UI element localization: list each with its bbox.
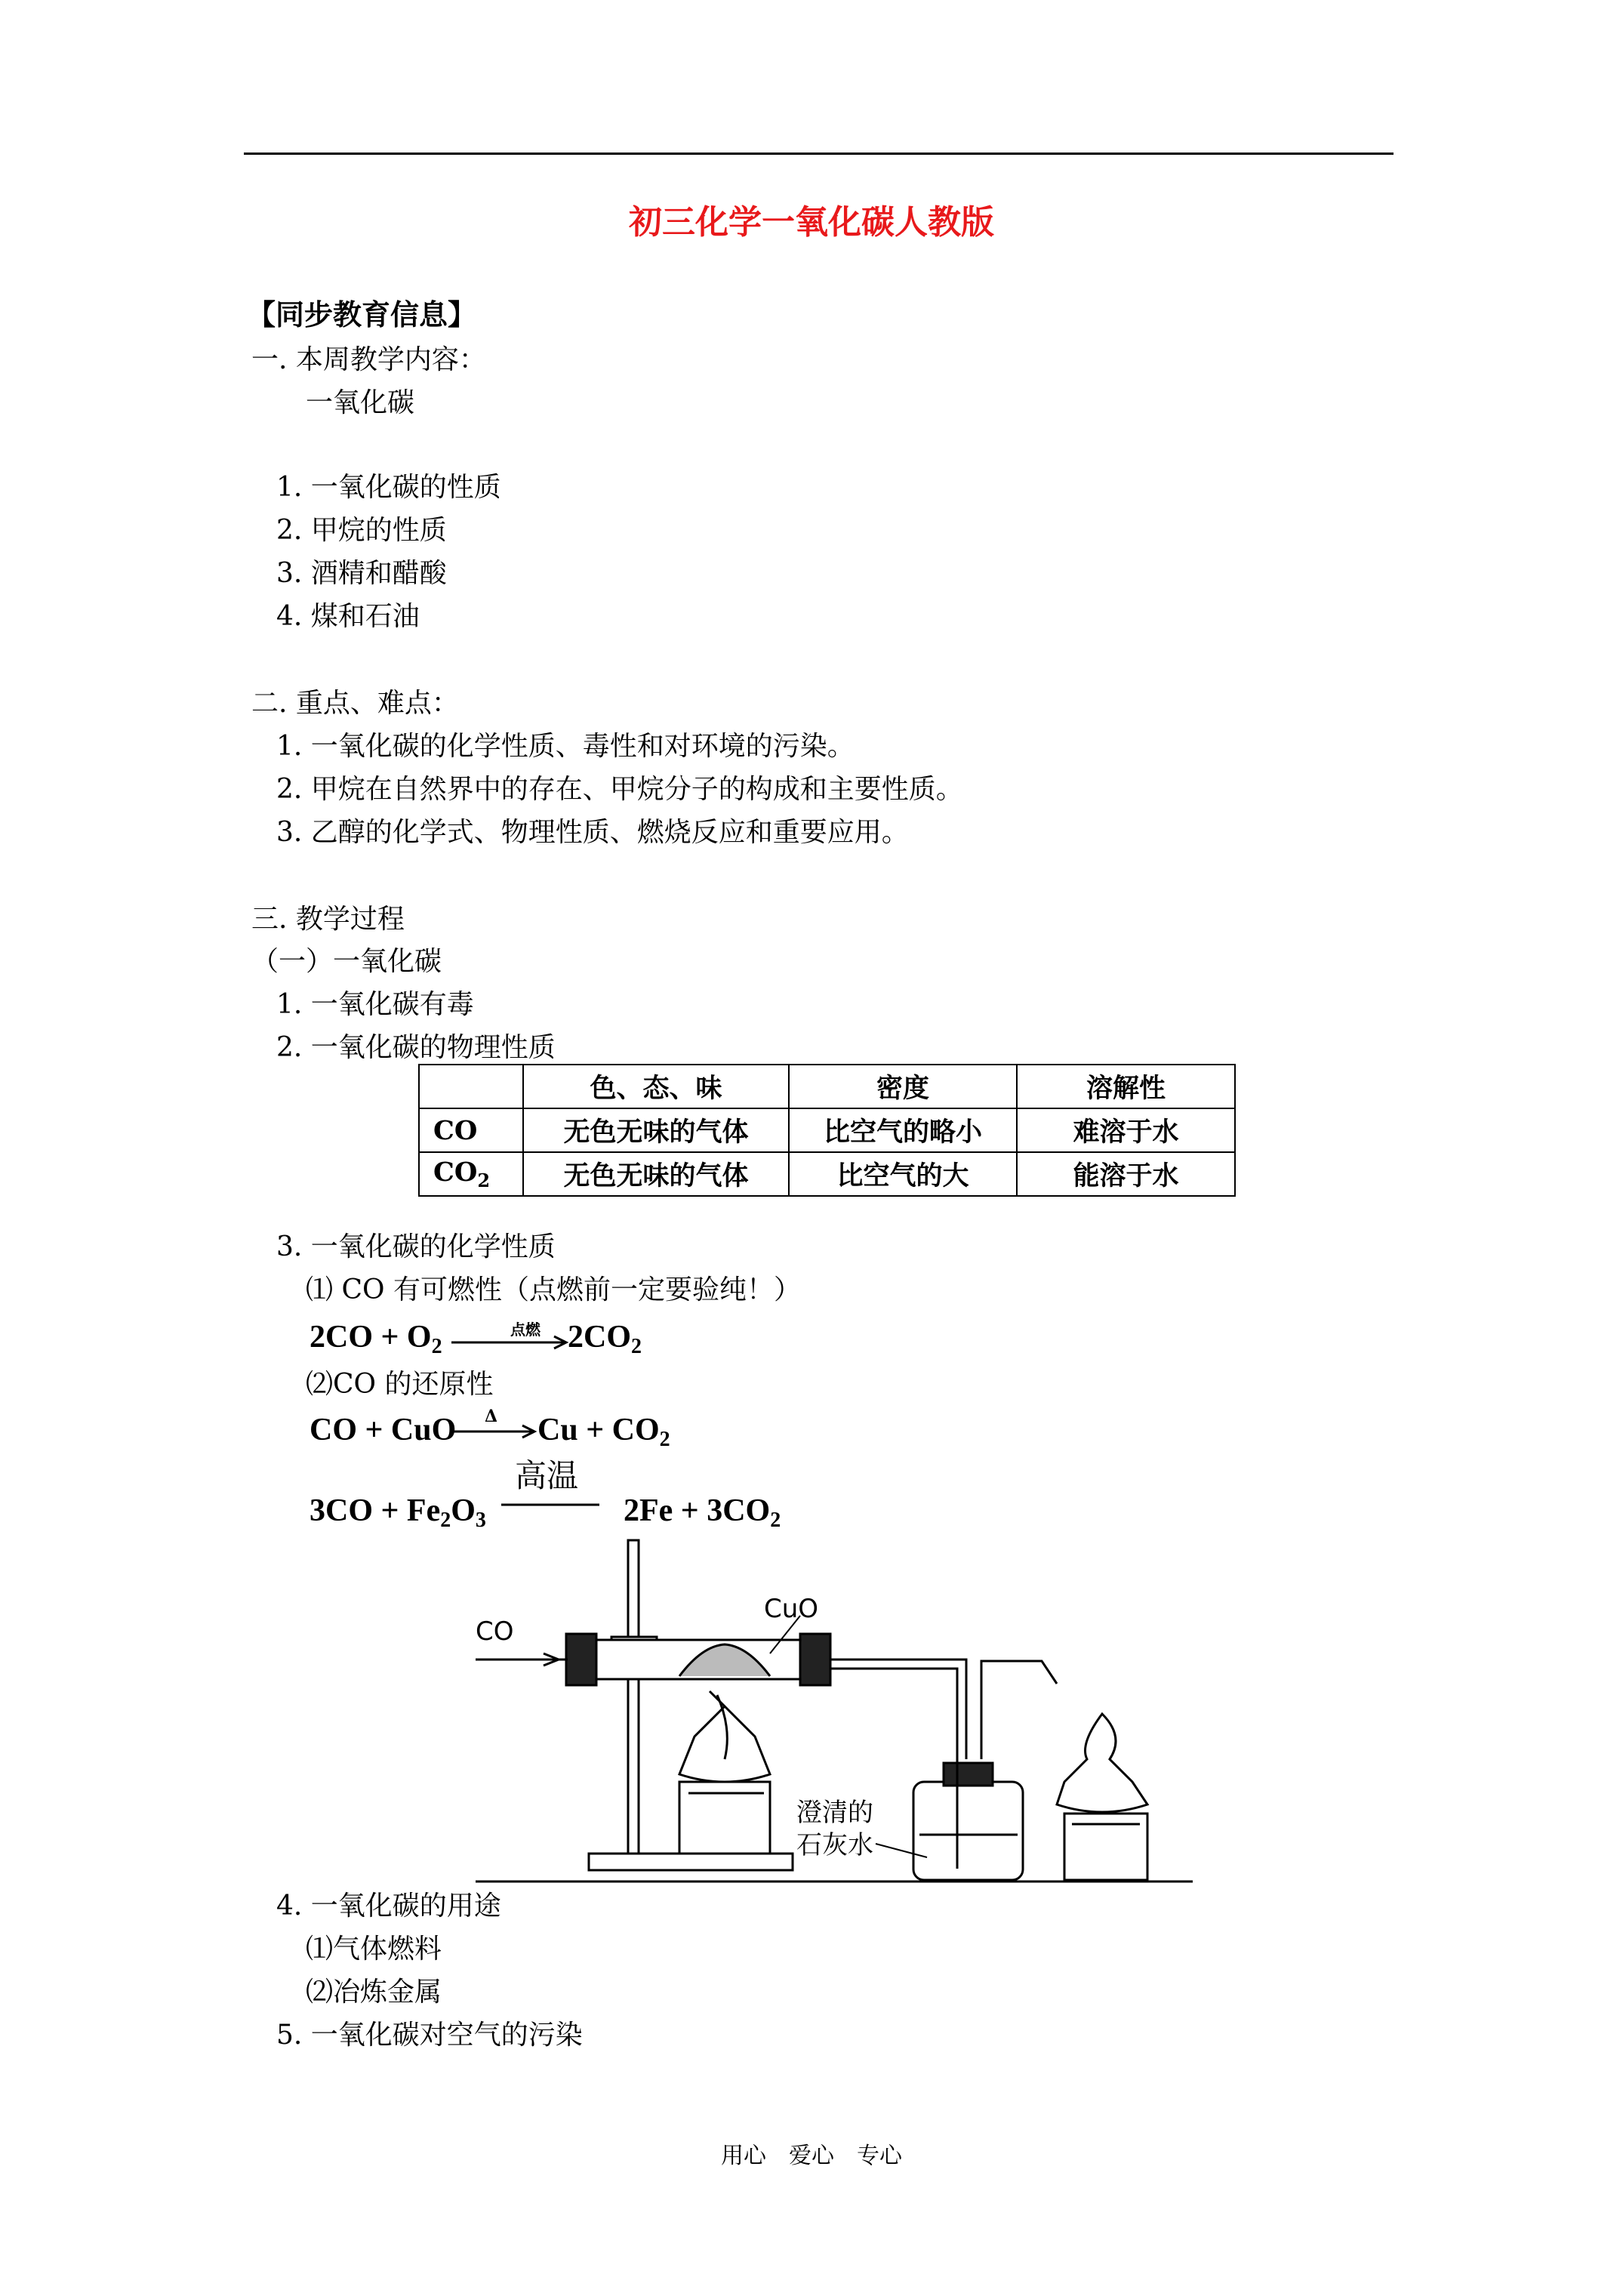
property-reducing: ⑵CO 的还原性 [306, 1369, 494, 1400]
table-cell: CO [419, 1108, 523, 1152]
equation-condition: 高温 [515, 1457, 579, 1494]
page-title: 初三化学一氧化碳人教版 [629, 203, 994, 242]
part2-heading: 二. 重点、难点： [251, 688, 459, 719]
part1-item: 1. 一氧化碳的性质 [276, 472, 501, 503]
part1-item: 3. 酒精和醋酸 [276, 558, 447, 589]
property-flammable: ⑴ CO 有可燃性（点燃前一定要验纯！） [306, 1274, 801, 1305]
part1-heading: 一. 本周教学内容： [251, 344, 486, 375]
use-item: ⑴气体燃料 [306, 1934, 442, 1965]
equation-condition: 点燃 [510, 1321, 540, 1339]
part3-subheading: （一）一氧化碳 [251, 946, 442, 977]
table-cell: 无色无味的气体 [523, 1108, 789, 1152]
table-cell: 难溶于水 [1017, 1108, 1235, 1152]
part3-item: 5. 一氧化碳对空气的污染 [276, 2020, 583, 2051]
reaction-arrow [453, 1424, 537, 1439]
table-cell: 能溶于水 [1017, 1152, 1235, 1196]
label-cuo: CuO [764, 1594, 819, 1624]
table-header-cell: 密度 [789, 1065, 1017, 1108]
label-limewater-2: 石灰水 [796, 1830, 873, 1860]
reaction-line [501, 1502, 601, 1507]
page-footer: 用心 爱心 专心 [721, 2143, 902, 2169]
table-header-cell: 色、态、味 [523, 1065, 789, 1108]
physical-properties-table [418, 1064, 1236, 1197]
part1-topic: 一氧化碳 [306, 387, 415, 418]
table-cell: $CO_2$ [419, 1152, 523, 1196]
table-header-cell [419, 1065, 523, 1108]
use-item: ⑵冶炼金属 [306, 1977, 442, 2008]
table-header-cell: 溶解性 [1017, 1065, 1235, 1108]
equation-fe2o3-reactants: $3CO + Fe_2O_3$ [310, 1493, 486, 1532]
label-limewater-1: 澄清的 [796, 1798, 873, 1828]
table-header-row [419, 1065, 1235, 1108]
table-row [419, 1152, 1235, 1196]
part1-item: 2. 甲烷的性质 [276, 515, 447, 546]
label-co: CO [476, 1616, 514, 1647]
part2-item: 2. 甲烷在自然界中的存在、甲烷分子的构成和主要性质。 [276, 774, 963, 805]
part3-item: 1. 一氧化碳有毒 [276, 989, 474, 1020]
table-cell: 比空气的大 [789, 1152, 1017, 1196]
part2-item: 3. 乙醇的化学式、物理性质、燃烧反应和重要应用。 [276, 817, 909, 848]
part3-item: 4. 一氧化碳的用途 [276, 1891, 501, 1922]
part3-heading: 三. 教学过程 [251, 904, 405, 935]
equation-product: $2CO_2$ [568, 1320, 642, 1358]
part3-item: 3. 一氧化碳的化学性质 [276, 1231, 556, 1262]
apparatus-diagram [453, 1533, 1193, 1888]
table-cell: 比空气的略小 [789, 1108, 1017, 1152]
part2-item: 1. 一氧化碳的化学性质、毒性和对环境的污染。 [276, 731, 855, 762]
part3-item: 2. 一氧化碳的物理性质 [276, 1032, 556, 1063]
equation-cuo-products: $Cu + CO_2$ [537, 1413, 670, 1451]
equation-cuo-reactants: CO + CuO [310, 1413, 457, 1447]
reaction-arrow [451, 1335, 569, 1350]
equation-combustion: $2CO + O_2$ [310, 1320, 442, 1358]
part1-item: 4. 煤和石油 [276, 601, 420, 632]
table-cell: 无色无味的气体 [523, 1152, 789, 1196]
equation-condition: Δ [485, 1407, 498, 1426]
header-rule [244, 153, 1394, 155]
section-header: 【同步教育信息】 [247, 297, 477, 331]
table-row [419, 1108, 1235, 1152]
equation-fe2o3-products: $2Fe + 3CO_2$ [624, 1493, 781, 1532]
